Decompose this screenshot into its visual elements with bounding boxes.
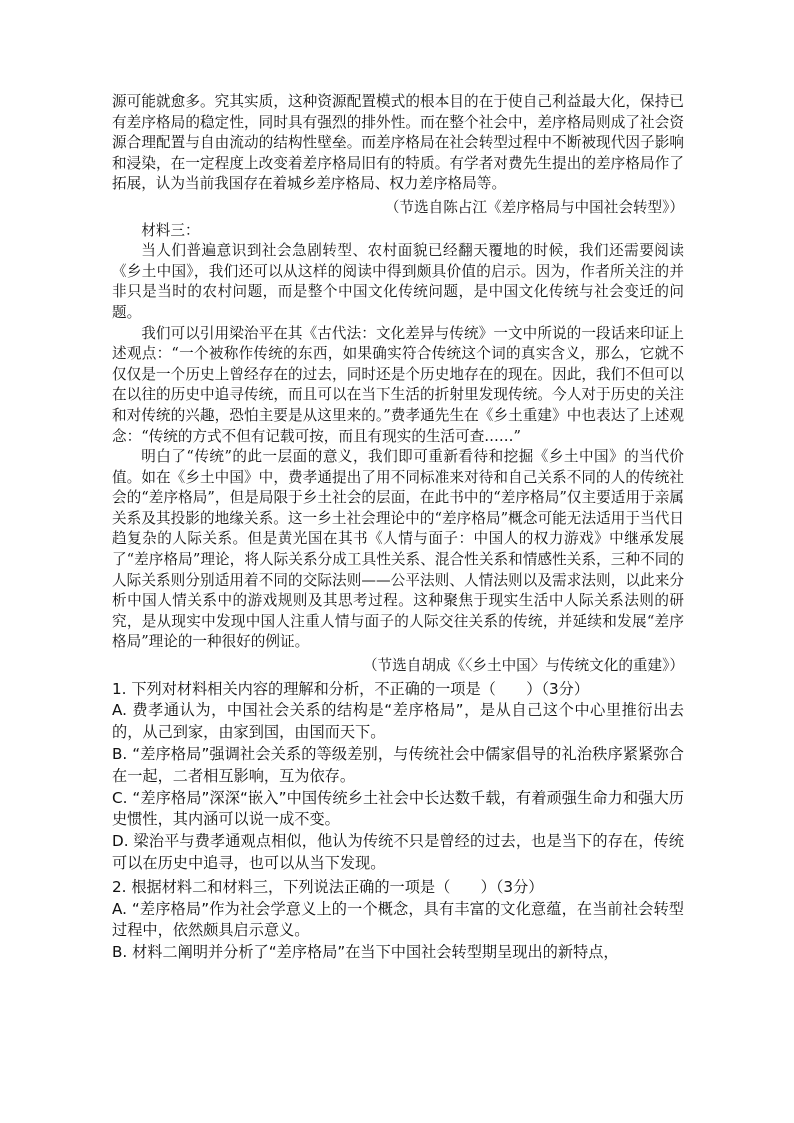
material-three-paragraph-2: 我们可以引用梁治平在其《古代法：文化差异与传统》一文中所说的一段话来印证上述观点：“一个被称作传统的东西，如果确实符合传统这个词的真实含义，那么，它就不仅仅是一个历史上曾经存在的过去，同时还是个历史地存在的现在。因此，我们不但可以在以往的历史中追寻传统，而且可以在当下生活的折射里发现传统。今人对于历史的关注和对传统的兴趣，恐怕主要是从这里来的。”费孝通先生在《乡土重建》中也表达了上述观念：“传统的方式不但有记载可按，而且有现实的生活可查……” [112, 324, 684, 445]
question-1-option-c: C. “差序格局”深深“嵌入”中国传统乡土社会中长达数千载，有着顽强生命力和强大历史惯性，其内涵可以说一成不变。 [112, 788, 684, 829]
question-1-stem: 1. 下列对材料相关内容的理解和分析，不正确的一项是（ ）（3分） [112, 679, 590, 698]
question-1 [112, 679, 684, 875]
question-2-stem: 2. 根据材料二和材料三，下列说法正确的一项是（ ）（3分） [112, 877, 544, 896]
question-1-option-a: A. 费孝通认为，中国社会关系的结构是“差序格局”，是从自己这个中心里推衍出去的，从己到家，由家到国，由国而天下。 [112, 701, 684, 742]
material-three-paragraph-1: 当人们普遍意识到社会急剧转型、农村面貌已经翻天覆地的时候，我们还需要阅读《乡土中国》，我们还可以从这样的阅读中得到颇具价值的启示。因为，作者所关注的并非只是当时的农村问题，而是整个中国文化传统问题，是中国文化传统与社会变迁的问题。 [112, 242, 684, 321]
material-three-paragraph-3: 明白了“传统”的此一层面的意义，我们即可重新看待和挖掘《乡土中国》的当代价值。如在《乡土中国》中，费孝通提出了用不同标准来对待和自己关系不同的人的传统社会的“差序格局”，但是局限于乡土社会的层面，在此书中的“差序格局”仅主要适用于亲属关系及其投影的地缘关系。这一乡土社会理论中的“差序格局”概念可能无法适用于当代日趋复杂的人际关系。但是黄光国在其书《人情与面子：中国人的权力游戏》中继承发展了“差序格局”理论，将人际关系分成工具性关系、混合性关系和情感性关系，三种不同的人际关系则分别适用着不同的交际法则——公平法则、人情法则以及需求法则，以此来分析中国人情关系中的游戏规则及其思考过程。这种聚焦于现实生活中人际关系法则的研究，是从现实中发现中国人注重人情与面子的人际交往关系的传统，并延续和发展“差序格局”理论的一种很好的例证。 [112, 448, 684, 651]
material-two-tail-paragraph: 源可能就愈多。究其实质，这种资源配置模式的根本目的在于使自己利益最大化，保持已有差序格局的稳定性，同时具有强烈的排外性。而在整个社会中，差序格局则成了社会资源合理配置与自由流动的结构性壁垒。而差序格局在社会转型过程中不断被现代因子影响和浸染，在一定程度上改变着差序格局旧有的特质。有学者对费先生提出的差序格局作了拓展，认为当前我国存在着城乡差序格局、权力差序格局等。 [112, 93, 684, 193]
material-three-source: （节选自胡成《〈乡土中国〉与传统文化的重建》） [362, 657, 684, 675]
question-2-option-b: B. 材料二阐明并分析了“差序格局”在当下中国社会转型期呈现出的新特点， [112, 943, 619, 962]
material-three-label: 材料三： [141, 221, 200, 239]
material-two-source: （节选自陈占江《差序格局与中国社会转型》） [384, 198, 684, 216]
question-1-option-d: D. 梁治平与费孝通观点相似，他认为传统不只是曾经的过去，也是当下的存在，传统可以在历史中追寻，也可以从当下发现。 [112, 832, 684, 872]
question-2 [112, 877, 684, 964]
document-page [112, 92, 684, 964]
question-2-option-a: A. “差序格局”作为社会学意义上的一个概念，具有丰富的文化意蕴，在当前社会转型过程中，依然颇具启示意义。 [112, 899, 684, 940]
question-1-option-b: B. “差序格局”强调社会关系的等级差别，与传统社会中儒家倡导的礼治秩序紧紧弥合在一起，二者相互影响，互为依存。 [112, 745, 684, 785]
